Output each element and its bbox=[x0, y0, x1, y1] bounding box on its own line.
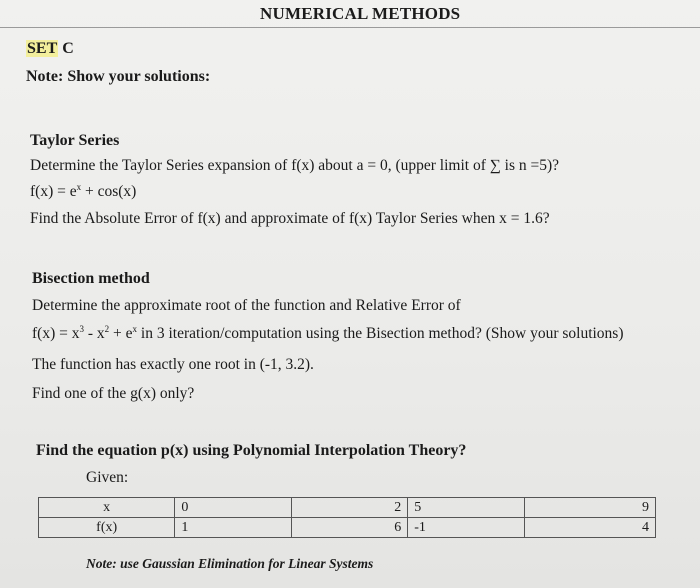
bisection-exponent: 3 bbox=[79, 324, 84, 334]
bisection-function bbox=[32, 325, 624, 343]
interpolation-table bbox=[38, 497, 656, 538]
page-title: NUMERICAL METHODS bbox=[260, 4, 461, 23]
table-row bbox=[39, 498, 656, 518]
bisection-exponent: x bbox=[132, 324, 138, 334]
bisection-function-part: in 3 iteration/computation using the Bisection method? (Show your solutions) bbox=[137, 325, 624, 342]
taylor-function-exponent: x bbox=[76, 182, 82, 192]
table-cell: 9 bbox=[524, 498, 655, 518]
set-label-highlight: SET bbox=[27, 40, 58, 57]
given-label: Given: bbox=[86, 469, 129, 486]
table-cell: 5 bbox=[408, 498, 525, 518]
taylor-heading: Taylor Series bbox=[30, 132, 120, 149]
table-cell: 6 bbox=[291, 518, 407, 538]
header-divider bbox=[0, 27, 700, 28]
bisection-function-part: f(x) = x bbox=[32, 325, 80, 342]
bisection-heading: Bisection method bbox=[32, 270, 150, 287]
bisection-gx-question: Find one of the g(x) only? bbox=[32, 385, 195, 402]
taylor-function-suffix: + cos(x) bbox=[81, 183, 137, 200]
set-label-letter: C bbox=[58, 40, 74, 57]
taylor-function bbox=[30, 183, 136, 201]
table-row bbox=[39, 518, 656, 538]
interpolation-heading: Find the equation p(x) using Polynomial Interpolation Theory? bbox=[36, 442, 467, 459]
taylor-error-question: Find the Absolute Error of f(x) and approximate of f(x) Taylor Series when x = 1.6? bbox=[30, 210, 550, 227]
table-cell: -1 bbox=[408, 518, 525, 538]
table-cell: 2 bbox=[291, 498, 407, 518]
table-cell: 0 bbox=[175, 498, 291, 518]
bisection-question: Determine the approximate root of the function and Relative Error of bbox=[32, 297, 461, 314]
table-cell: f(x) bbox=[39, 518, 175, 538]
table-cell: x bbox=[39, 498, 175, 518]
table-cell: 4 bbox=[524, 518, 655, 538]
bisection-exponent: 2 bbox=[104, 324, 110, 334]
table-cell: 1 bbox=[175, 518, 291, 538]
taylor-question: Determine the Taylor Series expansion of f(x) about a = 0, (upper limit of ∑ is n =5)? bbox=[30, 157, 560, 174]
bisection-root-interval: The function has exactly one root in (-1, 3.2). bbox=[32, 356, 314, 373]
bisection-function-part: - x bbox=[83, 325, 105, 342]
bisection-function-part: + e bbox=[109, 325, 133, 342]
instructions-note: Note: Show your solutions: bbox=[26, 68, 211, 85]
taylor-function-prefix: f(x) = e bbox=[30, 183, 77, 200]
set-label bbox=[26, 40, 74, 58]
table-footnote: Note: use Gaussian Elimination for Linear Systems bbox=[86, 556, 374, 571]
